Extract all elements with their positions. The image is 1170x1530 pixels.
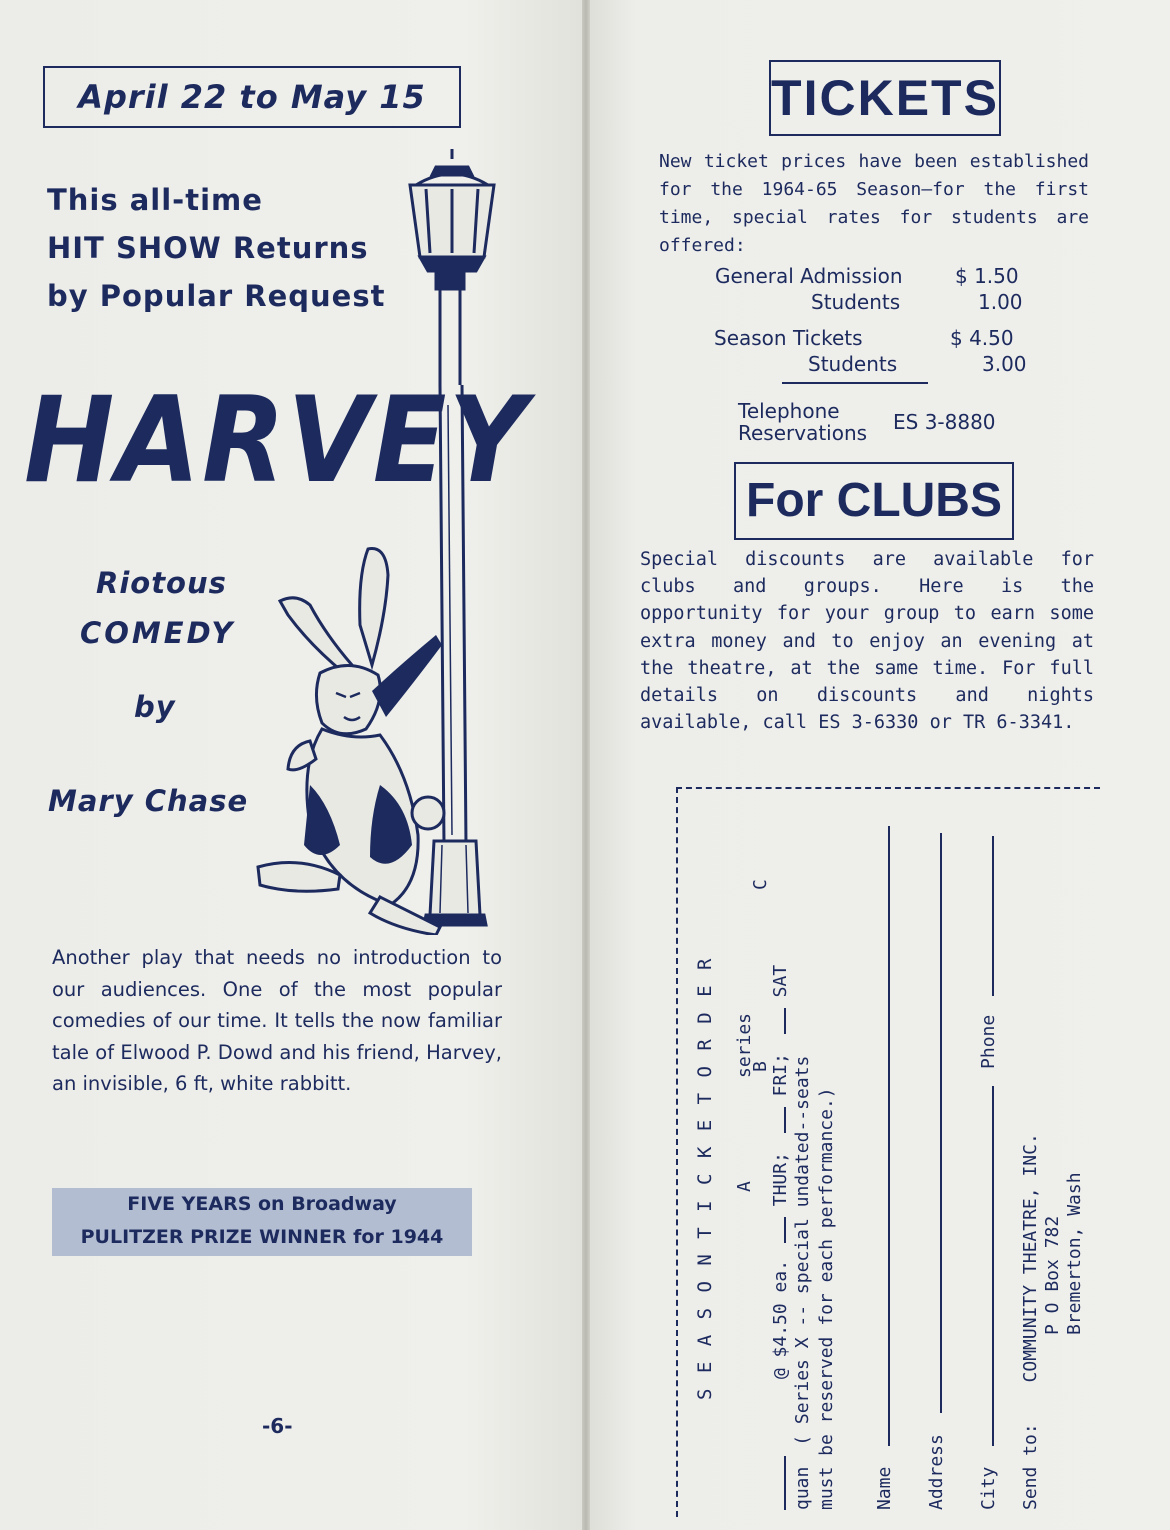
- name-row: [874, 826, 895, 1510]
- prize-banner: [52, 1188, 472, 1256]
- city-label: City: [978, 1466, 999, 1510]
- booklet-spine: [582, 0, 590, 1530]
- quantity-blank[interactable]: [784, 1456, 786, 1510]
- series-a-blank[interactable]: [784, 1217, 786, 1243]
- tickets-heading: TICKETS: [769, 60, 1001, 136]
- sat-label: SAT: [770, 964, 791, 998]
- telephone-label-line-1: Telephone: [738, 399, 840, 423]
- series-label: series: [734, 1012, 755, 1078]
- price-value-students-1: 1.00: [978, 290, 1023, 314]
- price-value-general: $ 1.50: [955, 264, 1019, 288]
- series-b-label: B: [750, 1061, 771, 1072]
- rabbit-icon: [258, 549, 444, 935]
- author-name: Mary Chase: [48, 784, 249, 818]
- address-field[interactable]: [940, 833, 942, 1413]
- order-form-heading: S E A S O N T I C K E T O R D E R: [694, 956, 716, 1400]
- telephone-label: [738, 400, 867, 444]
- quantity-label: quan: [792, 1466, 813, 1510]
- series-c-label: C: [750, 879, 771, 890]
- tagline-line-1: This all-time: [47, 183, 263, 217]
- prize-line-1: FIVE YEARS on Broadway: [127, 1193, 397, 1215]
- tickets-intro-text: New ticket prices have been established for the 1964-65 Season—for the first time, special rates for students are offered:: [659, 151, 1089, 256]
- telephone-number: ES 3-8880: [893, 410, 996, 434]
- city-field[interactable]: [992, 1086, 994, 1446]
- address-label: Address: [926, 1434, 947, 1510]
- show-description: Another play that needs no introduction to our audiences. One of the most popular comedies of our time. It tells the now familiar tale of Elwood P. Dowd and his friend, Harvey, an invisible, 6 ft, white rabbitt.: [52, 946, 502, 1095]
- rabbit-lamppost-illustration: [240, 145, 510, 935]
- city-phone-row: [978, 836, 999, 1510]
- by-label: by: [134, 690, 176, 724]
- reserved-note: must be reserved for each performance.): [816, 1087, 837, 1510]
- price-label-students-1: Students: [811, 290, 901, 314]
- series-x-note: ( Series X -- special undated--seats: [792, 1055, 813, 1446]
- send-to-organization: COMMUNITY THEATRE, INC.: [1020, 1133, 1041, 1383]
- show-title: HARVEY: [24, 372, 529, 510]
- price-each-label: @ $4.50 ea.: [770, 1259, 791, 1380]
- genre-line-2: COMEDY: [80, 616, 236, 650]
- name-field[interactable]: [888, 826, 890, 1446]
- quantity-row: [770, 965, 791, 1510]
- series-b-blank[interactable]: [784, 1107, 786, 1133]
- price-label-general: General Admission: [715, 264, 903, 288]
- clubs-text: Special discounts are available for clubs and groups. Here is the opportunity for your group to earn some extra money and to enjoy an evening at the theatre, at the same time. For full details on discounts and nights available, call ES 3-6330 or TR 6-3341.: [640, 549, 1094, 734]
- send-to-label: Send to:: [1020, 1423, 1041, 1510]
- price-value-students-2: 3.00: [982, 352, 1027, 376]
- price-label-students-2: Students: [808, 352, 898, 376]
- phone-label: Phone: [978, 1014, 999, 1069]
- genre-line-1: Riotous: [96, 566, 227, 600]
- send-to-row: [1020, 1133, 1041, 1510]
- name-label: Name: [874, 1466, 895, 1510]
- clubs-heading: For CLUBS: [734, 462, 1014, 540]
- form-cut-line-left: [676, 787, 678, 1517]
- price-divider: [782, 382, 928, 384]
- page-number: -6-: [262, 1414, 293, 1438]
- fri-label: FRI;: [770, 1053, 791, 1097]
- prize-line-2: PULITZER PRIZE WINNER for 1944: [80, 1226, 444, 1248]
- telephone-label-line-2: Reservations: [738, 421, 868, 445]
- price-label-season: Season Tickets: [714, 326, 863, 350]
- series-c-blank[interactable]: [784, 1008, 786, 1034]
- form-cut-line-top: [676, 787, 1100, 789]
- season-ticket-order-form: [688, 790, 1108, 1510]
- price-value-season: $ 4.50: [950, 326, 1014, 350]
- tagline-line-2: HIT SHOW Returns: [47, 231, 369, 265]
- thur-label: THUR;: [770, 1152, 791, 1207]
- series-x-row: [792, 1056, 813, 1510]
- send-to-box: P O Box 782: [1042, 1215, 1063, 1335]
- phone-field[interactable]: [992, 836, 994, 996]
- tagline-line-3: by Popular Request: [47, 279, 386, 313]
- send-to-city: Bremerton, Wash: [1064, 1172, 1085, 1335]
- address-row: [926, 833, 947, 1510]
- series-a-label: A: [734, 1181, 755, 1192]
- date-range-box: April 22 to May 15: [43, 66, 461, 128]
